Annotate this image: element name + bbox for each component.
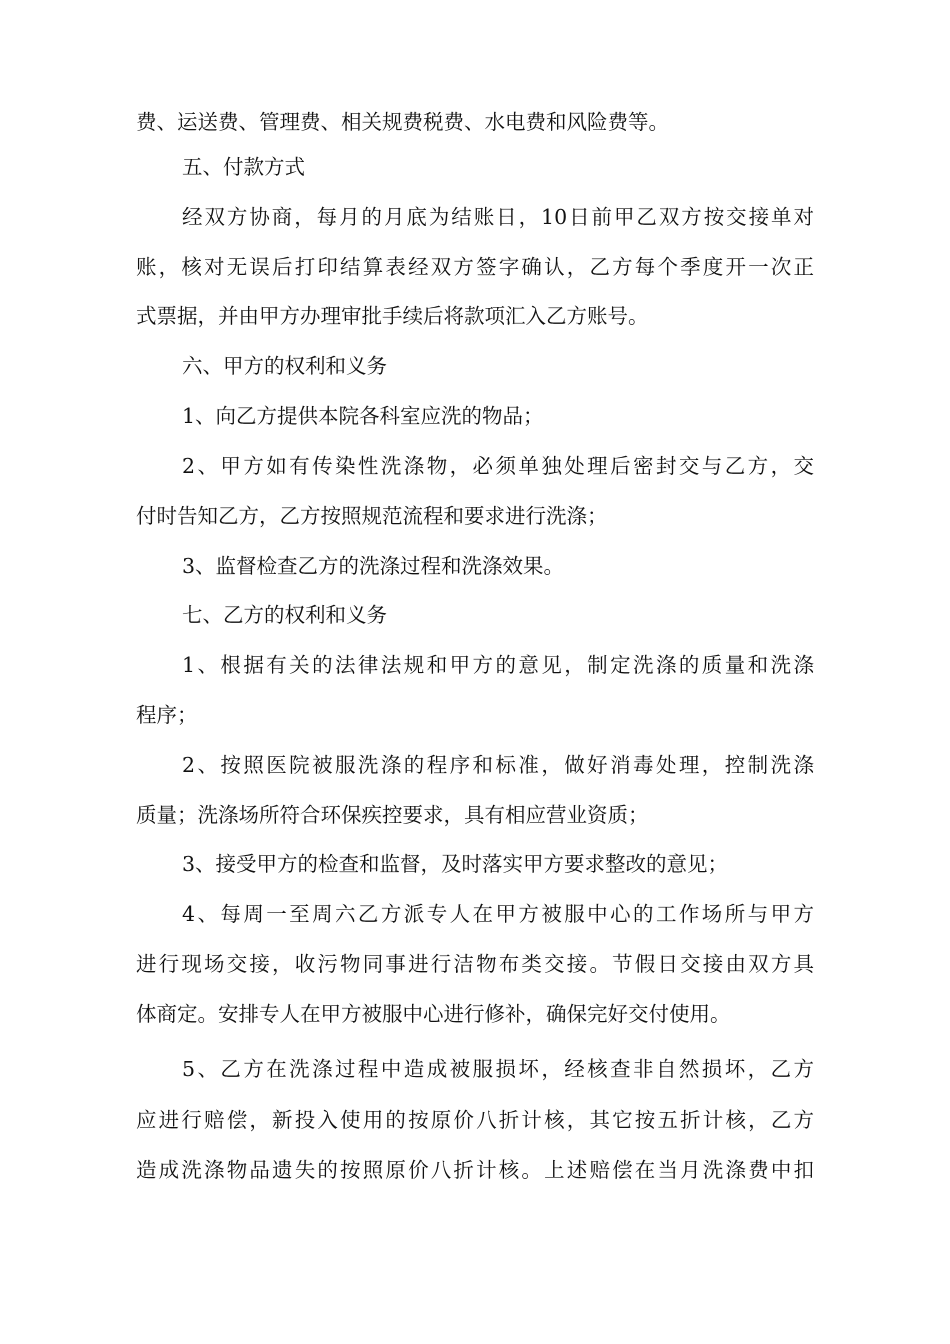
section-heading-payment: 五、付款方式: [182, 155, 305, 179]
list-item: 1、根据有关的法律法规和甲方的意见，制定洗涤的质量和洗涤: [182, 653, 814, 677]
paragraph-line: 造成洗涤物品遗失的按照原价八折计核。上述赔偿在当月洗涤费中扣: [136, 1158, 814, 1182]
paragraph-line: 经双方协商，每月的月底为结账日，10日前甲乙双方按交接单对: [182, 205, 814, 229]
paragraph-line: 体商定。安排专人在甲方被服中心进行修补，确保完好交付使用。: [136, 1002, 731, 1026]
paragraph-line: 账，核对无误后打印结算表经双方签字确认，乙方每个季度开一次正: [136, 255, 814, 279]
section-heading-party-a: 六、甲方的权利和义务: [182, 354, 387, 378]
list-item: 3、接受甲方的检查和监督，及时落实甲方要求整改的意见；: [182, 852, 729, 876]
list-item: 4、每周一至周六乙方派专人在甲方被服中心的工作场所与甲方: [182, 902, 814, 926]
list-item: 3、监督检查乙方的洗涤过程和洗涤效果。: [182, 554, 565, 578]
list-item: 2、按照医院被服洗涤的程序和标准，做好消毒处理，控制洗涤: [182, 753, 814, 777]
paragraph-line: 费、运送费、管理费、相关规费税费、水电费和风险费等。: [136, 110, 669, 134]
paragraph-line: 程序；: [136, 703, 198, 727]
paragraph-line: 付时告知乙方，乙方按照规范流程和要求进行洗涤；: [136, 504, 608, 528]
paragraph-line: 式票据，并由甲方办理审批手续后将款项汇入乙方账号。: [136, 304, 649, 328]
list-item: 2、甲方如有传染性洗涤物，必须单独处理后密封交与乙方，交: [182, 454, 814, 478]
section-heading-party-b: 七、乙方的权利和义务: [182, 603, 387, 627]
paragraph-line: 质量；洗涤场所符合环保疾控要求，具有相应营业资质；: [136, 803, 649, 827]
list-item: 1、向乙方提供本院各科室应洗的物品；: [182, 404, 544, 428]
paragraph-line: 应进行赔偿，新投入使用的按原价八折计核，其它按五折计核，乙方: [136, 1108, 814, 1132]
paragraph-line: 进行现场交接，收污物同事进行洁物布类交接。节假日交接由双方具: [136, 952, 814, 976]
list-item: 5、乙方在洗涤过程中造成被服损坏，经核查非自然损坏，乙方: [182, 1057, 814, 1081]
